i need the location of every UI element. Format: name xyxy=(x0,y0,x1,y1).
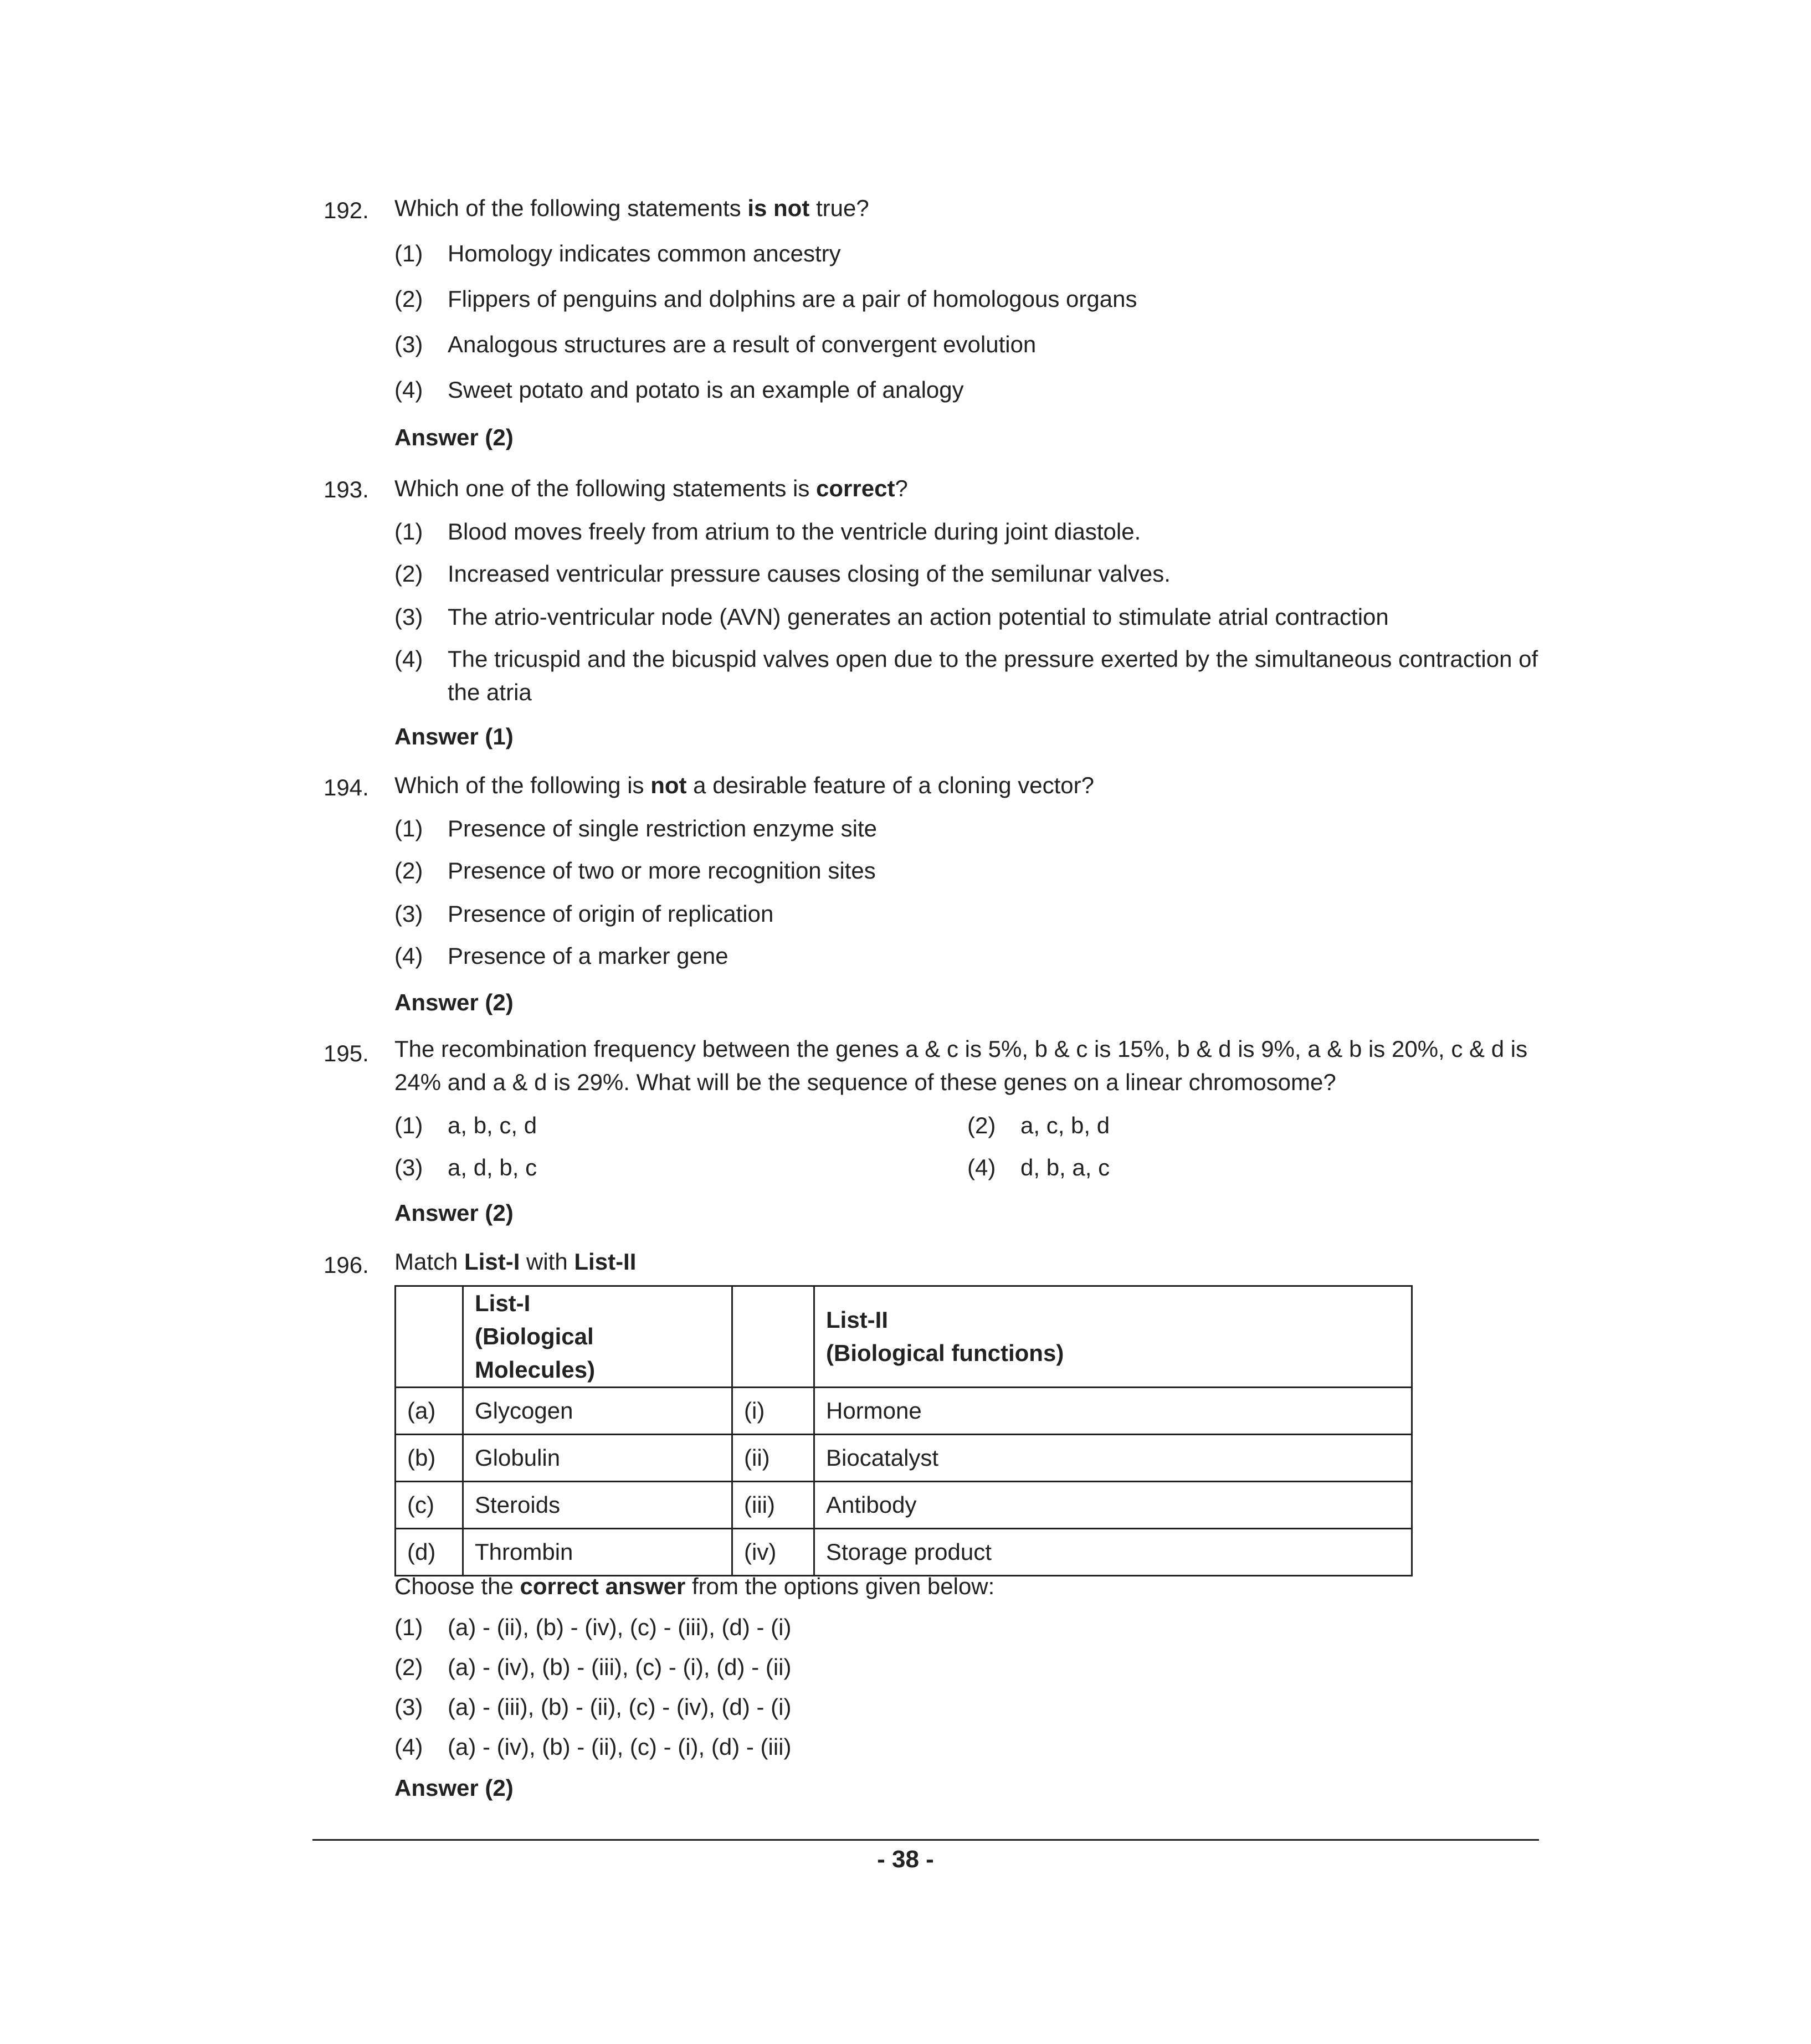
instruction-text xyxy=(394,1570,1530,1603)
question-number: 193. xyxy=(324,476,369,502)
list-1-subtitle: (Biological Molecules) xyxy=(475,1323,596,1383)
stem-text: Which one of the following statements is xyxy=(394,475,817,501)
answer: Answer (2) xyxy=(394,424,514,450)
footer-divider xyxy=(312,1839,1539,1841)
option-text: (a) - (iii), (b) - (ii), (c) - (iv), (d) - (i) xyxy=(448,1694,792,1720)
table-cell: (a) xyxy=(396,1388,463,1435)
option-text: Increased ventricular pressure causes closing of the semilunar valves. xyxy=(448,561,1171,587)
question-stem xyxy=(394,472,1530,505)
table-cell: Steroids xyxy=(463,1482,732,1529)
table-cell: (ii) xyxy=(732,1435,814,1482)
question-stem xyxy=(394,769,1530,802)
option-text: a, d, b, c xyxy=(448,1154,537,1180)
stem-emphasis: correct xyxy=(816,475,895,501)
stem-emphasis: List-I xyxy=(464,1249,520,1275)
table-row xyxy=(396,1529,1412,1576)
option-text: (a) - (iv), (b) - (iii), (c) - (i), (d) - (ii) xyxy=(448,1654,792,1680)
option-text: a, b, c, d xyxy=(448,1112,537,1138)
option-number: (3) xyxy=(394,604,423,630)
stem-text: a desirable feature of a cloning vector? xyxy=(686,772,1094,798)
table-cell: (b) xyxy=(396,1435,463,1482)
question-number: 192. xyxy=(324,197,369,223)
table-cell: (i) xyxy=(732,1388,814,1435)
question-number: 195. xyxy=(324,1040,369,1066)
option-text: Sweet potato and potato is an example of analogy xyxy=(448,377,964,403)
list-2-title: List-II xyxy=(826,1307,888,1333)
option-number: (4) xyxy=(394,646,423,672)
table-cell: Globulin xyxy=(463,1435,732,1482)
option-text: Presence of two or more recognition sites xyxy=(448,857,876,884)
table-header-row xyxy=(396,1286,1412,1388)
answer: Answer (2) xyxy=(394,1775,514,1801)
answer: Answer (2) xyxy=(394,1200,514,1226)
option-text: The atrio-ventricular node (AVN) generates an action potential to stimulate atrial contraction xyxy=(448,604,1389,630)
table-cell: (iv) xyxy=(732,1529,814,1576)
stem-text: with xyxy=(520,1249,574,1275)
option-text: Blood moves freely from atrium to the ventricle during joint diastole. xyxy=(448,518,1141,545)
table-cell: (c) xyxy=(396,1482,463,1529)
page-number: - 38 - xyxy=(877,1846,934,1873)
option-text: d, b, a, c xyxy=(1020,1154,1110,1180)
option-number: (3) xyxy=(394,1154,423,1180)
option-number: (1) xyxy=(394,518,423,545)
stem-text: Match xyxy=(394,1249,465,1275)
option-text: Presence of a marker gene xyxy=(448,943,728,969)
stem-emphasis: List-II xyxy=(574,1249,637,1275)
table-header-cell xyxy=(463,1286,732,1388)
option-text: Flippers of penguins and dolphins are a pair of homologous organs xyxy=(448,286,1137,312)
list-1-title: List-I xyxy=(475,1290,531,1316)
stem-emphasis: correct answer xyxy=(520,1573,686,1599)
option-number: (2) xyxy=(394,561,423,587)
option-number: (4) xyxy=(394,943,423,969)
match-table xyxy=(394,1285,1413,1576)
option-number: (3) xyxy=(394,331,423,357)
option-number: (3) xyxy=(394,901,423,927)
stem-text: Which of the following is xyxy=(394,772,651,798)
stem-text: Which of the following statements xyxy=(394,195,748,221)
option-text: (a) - (ii), (b) - (iv), (c) - (iii), (d) - (i) xyxy=(448,1614,792,1640)
table-cell: (iii) xyxy=(732,1482,814,1529)
option-text: (a) - (iv), (b) - (ii), (c) - (i), (d) - (iii) xyxy=(448,1734,792,1760)
table-cell: Storage product xyxy=(814,1529,1412,1576)
table-cell: Hormone xyxy=(814,1388,1412,1435)
question-number: 194. xyxy=(324,774,369,800)
list-2-subtitle: (Biological functions) xyxy=(826,1340,1064,1366)
question-stem xyxy=(394,1245,1530,1278)
option-text: The tricuspid and the bicuspid valves open due to the pressure exerted by the simultaneous contraction of the atria xyxy=(448,646,1538,705)
question-number: 196. xyxy=(324,1252,369,1278)
table-cell: Glycogen xyxy=(463,1388,732,1435)
option-number: (4) xyxy=(394,1734,423,1760)
option-number: (2) xyxy=(967,1112,996,1138)
option-number: (1) xyxy=(394,815,423,841)
table-header-cell xyxy=(814,1286,1412,1388)
stem-text: ? xyxy=(895,475,908,501)
question-stem xyxy=(394,192,1530,225)
stem-text: Choose the xyxy=(394,1573,520,1599)
question-stem: The recombination frequency between the genes a & c is 5%, b & c is 15%, b & d is 9%, a & b is 20%, c & d is 24% and a & d is 29%. What will be the sequence of these genes on a linear chromosome? xyxy=(394,1036,1528,1095)
answer: Answer (2) xyxy=(394,989,514,1015)
stem-text: from the options given below: xyxy=(685,1573,995,1599)
option-number: (4) xyxy=(394,377,423,403)
stem-emphasis: not xyxy=(650,772,687,798)
option-number: (1) xyxy=(394,240,423,266)
stem-text: true? xyxy=(809,195,869,221)
option-number: (2) xyxy=(394,1654,423,1680)
option-text: Presence of origin of replication xyxy=(448,901,774,927)
option-text: Homology indicates common ancestry xyxy=(448,240,841,266)
table-cell: Antibody xyxy=(814,1482,1412,1529)
table-cell: (d) xyxy=(396,1529,463,1576)
option-text: Analogous structures are a result of convergent evolution xyxy=(448,331,1037,357)
option-text: a, c, b, d xyxy=(1020,1112,1110,1138)
option-number: (2) xyxy=(394,286,423,312)
option-number: (2) xyxy=(394,857,423,884)
answer: Answer (1) xyxy=(394,723,514,749)
table-row xyxy=(396,1435,1412,1482)
option-number: (4) xyxy=(967,1154,996,1180)
option-number: (3) xyxy=(394,1694,423,1720)
table-cell xyxy=(396,1286,463,1388)
option-number: (1) xyxy=(394,1112,423,1138)
table-row xyxy=(396,1482,1412,1529)
table-cell: Biocatalyst xyxy=(814,1435,1412,1482)
option-number: (1) xyxy=(394,1614,423,1640)
option-text: Presence of single restriction enzyme site xyxy=(448,815,878,841)
table-cell xyxy=(732,1286,814,1388)
table-row xyxy=(396,1388,1412,1435)
table-cell: Thrombin xyxy=(463,1529,732,1576)
stem-emphasis: is not xyxy=(747,195,810,221)
